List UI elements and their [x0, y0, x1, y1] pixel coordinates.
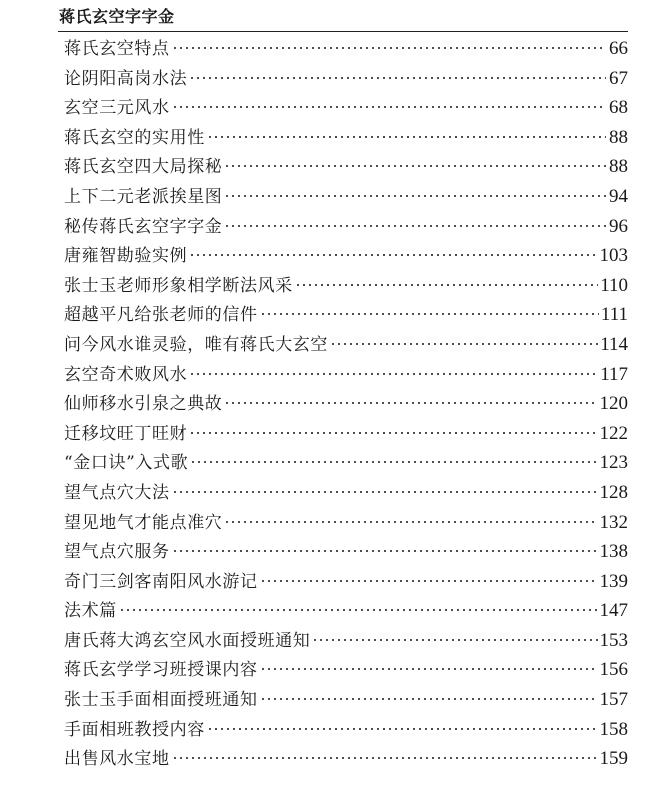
toc-entry-page-number: 159 — [599, 748, 628, 770]
toc-entry-page-number: 156 — [599, 659, 628, 681]
toc-dot-leader — [119, 609, 598, 611]
toc-entry — [64, 537, 628, 567]
toc-entry-page-number: 114 — [600, 333, 628, 355]
toc-dot-leader — [172, 550, 598, 552]
toc-entry-title: 仙师移水引泉之典故 — [64, 394, 223, 415]
toc-entry — [64, 360, 628, 390]
toc-entry — [64, 64, 628, 94]
toc-entry-page-number: 132 — [599, 511, 628, 533]
toc-dot-leader — [172, 491, 598, 493]
toc-entry-title: 问今风水谁灵验，唯有蒋氏大玄空 — [64, 334, 328, 355]
toc-entry — [64, 744, 628, 774]
toc-entry-title: 出售风水宝地 — [64, 749, 170, 770]
toc-entry — [64, 93, 628, 123]
toc-entry-title: 秘传蒋氏玄空字字金 — [64, 216, 223, 237]
toc-entry-title: 蒋氏玄空四大局探秘 — [64, 157, 223, 178]
toc-dot-leader — [224, 402, 597, 404]
toc-entry — [64, 419, 628, 449]
toc-entry — [64, 182, 628, 212]
toc-dot-leader — [260, 313, 599, 315]
toc-dot-leader — [260, 580, 598, 582]
toc-dot-leader — [224, 195, 606, 197]
toc-entry-title: 玄空三元风水 — [64, 98, 170, 119]
toc-dot-leader — [207, 136, 606, 138]
toc-dot-leader — [260, 698, 598, 700]
toc-dot-leader — [189, 432, 597, 434]
toc-dot-leader — [312, 639, 597, 641]
toc-entry-page-number: 96 — [609, 215, 628, 237]
toc-entry — [64, 123, 628, 153]
toc-entry-title: 唐氏蒋大鸿玄空风水面授班通知 — [64, 630, 311, 651]
toc-entry-page-number: 111 — [600, 304, 628, 326]
toc-entry-title: 望气点穴服务 — [64, 542, 170, 563]
toc-dot-leader — [330, 343, 598, 345]
toc-entry-title: 玄空奇术败风水 — [64, 364, 188, 385]
toc-entry — [64, 34, 628, 64]
toc-entry-title: 蒋氏玄空的实用性 — [64, 127, 205, 148]
toc-dot-leader — [295, 284, 598, 286]
toc-entry-page-number: 103 — [599, 245, 628, 267]
toc-entry-title: 手面相班教授内容 — [64, 719, 205, 740]
toc-entry-title: 迁移坟旺丁旺财 — [64, 423, 188, 444]
toc-entry-title: 超越平凡给张老师的信件 — [64, 305, 258, 326]
toc-dot-leader — [224, 225, 606, 227]
toc-entry-title: 奇门三剑客南阳风水游记 — [64, 571, 258, 592]
toc-entry — [64, 241, 628, 271]
toc-entry-title: 论阴阳高岗水法 — [64, 68, 188, 89]
toc-entry — [64, 478, 628, 508]
toc-entry — [64, 389, 628, 419]
header-rule — [58, 31, 628, 32]
toc-entry-page-number: 122 — [599, 422, 628, 444]
toc-entry-page-number: 117 — [600, 363, 628, 385]
toc-entry-title: 蒋氏玄空特点 — [64, 39, 170, 59]
toc-entry-title: 唐雍智勘验实例 — [64, 246, 188, 267]
toc-dot-leader — [260, 668, 598, 670]
toc-entry — [64, 300, 628, 330]
toc-entry-page-number: 128 — [599, 481, 628, 503]
toc-entry-page-number: 120 — [599, 393, 628, 415]
toc-entry — [64, 567, 628, 597]
toc-entry-title: 上下二元老派挨星图 — [64, 186, 223, 207]
toc-entry-title: 张士玉老师形象相学断法风采 — [64, 275, 293, 296]
toc-dot-leader — [189, 77, 606, 79]
toc-entry-page-number: 139 — [599, 570, 628, 592]
toc-entry-title: 望气点穴大法 — [64, 482, 170, 503]
toc-dot-leader — [207, 728, 598, 730]
toc-dot-leader — [189, 254, 597, 256]
table-of-contents — [64, 34, 628, 774]
toc-entry — [64, 212, 628, 242]
toc-entry-page-number: 138 — [599, 541, 628, 563]
toc-entry-page-number: 147 — [599, 600, 628, 622]
toc-entry-title: 张士玉手面相面授班通知 — [64, 690, 258, 711]
toc-entry-page-number: 67 — [609, 67, 628, 89]
toc-entry-page-number: 153 — [599, 629, 628, 651]
toc-entry — [64, 508, 628, 538]
toc-entry — [64, 596, 628, 626]
toc-dot-leader — [224, 165, 606, 167]
toc-entry — [64, 655, 628, 685]
toc-dot-leader — [190, 461, 597, 463]
running-header: 蒋氏玄空字字金 — [59, 7, 175, 26]
toc-dot-leader — [224, 521, 597, 523]
toc-entry — [64, 715, 628, 745]
toc-entry-page-number: 88 — [609, 156, 628, 178]
toc-dot-leader — [172, 106, 606, 108]
toc-entry-page-number: 88 — [609, 126, 628, 148]
toc-entry-page-number: 94 — [609, 185, 628, 207]
toc-entry — [64, 330, 628, 360]
toc-entry — [64, 685, 628, 715]
toc-entry-title: “金口诀”入式歌 — [64, 453, 189, 474]
toc-entry — [64, 271, 628, 301]
toc-entry-page-number: 158 — [599, 718, 628, 740]
toc-entry-page-number: 66 — [609, 38, 628, 59]
toc-entry — [64, 626, 628, 656]
toc-entry-page-number: 110 — [600, 274, 628, 296]
toc-entry — [64, 448, 628, 478]
toc-entry-page-number: 123 — [599, 452, 628, 474]
toc-entry-title: 法术篇 — [64, 601, 117, 622]
toc-entry — [64, 152, 628, 182]
toc-entry-title: 望见地气才能点准穴 — [64, 512, 223, 533]
toc-entry-page-number: 68 — [609, 97, 628, 119]
toc-dot-leader — [189, 373, 598, 375]
toc-entry-title: 蒋氏玄学学习班授课内容 — [64, 660, 258, 681]
toc-entry-page-number: 157 — [599, 689, 628, 711]
toc-dot-leader — [172, 757, 598, 759]
toc-dot-leader — [172, 47, 606, 49]
